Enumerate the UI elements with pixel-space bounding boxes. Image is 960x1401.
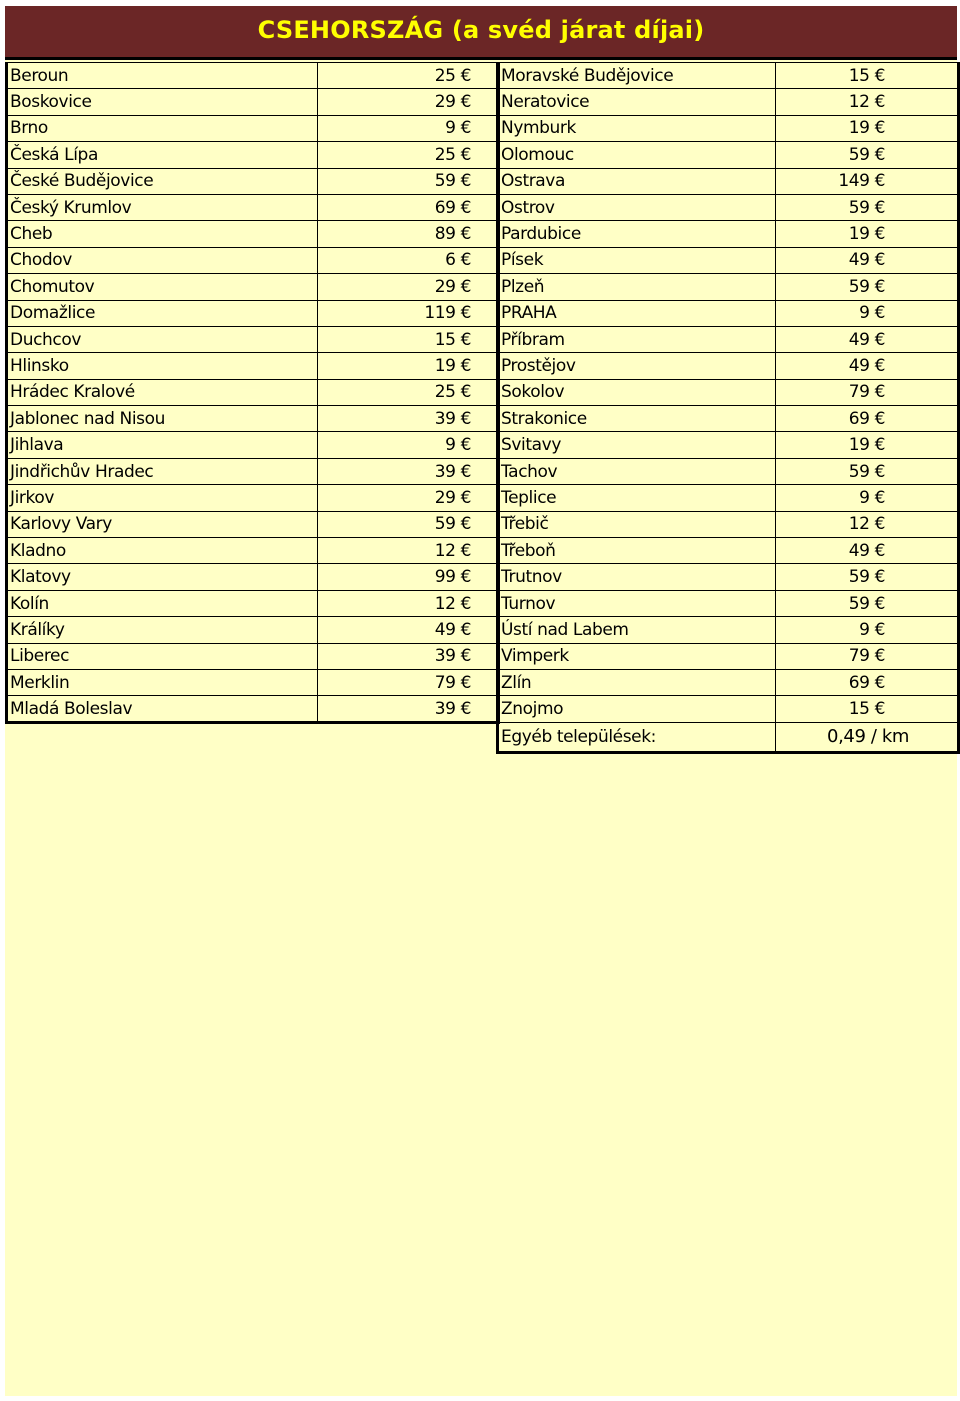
table-row [498, 617, 959, 643]
city-name: České Budějovice [7, 168, 318, 194]
city-name: Příbram [498, 326, 776, 352]
price-value: 39 € [318, 406, 499, 432]
table-row [498, 89, 959, 115]
city-name: Znojmo [498, 696, 776, 722]
table-row [7, 221, 499, 247]
city-name: Plzeň [498, 274, 776, 300]
city-name: Karlovy Vary [7, 511, 318, 537]
table-row [7, 696, 499, 722]
table-row [7, 142, 499, 168]
price-value: 59 € [776, 564, 959, 590]
table-row [498, 300, 959, 326]
table-row [498, 379, 959, 405]
table-row [7, 63, 499, 89]
price-value: 12 € [318, 590, 499, 616]
city-name: Třebič [498, 511, 776, 537]
city-name: Vimperk [498, 643, 776, 669]
table-row [498, 63, 959, 89]
city-name: Jihlava [7, 432, 318, 458]
table-row [498, 168, 959, 194]
price-value: 49 € [776, 353, 959, 379]
price-value: 59 € [318, 511, 499, 537]
price-value: 69 € [318, 194, 499, 220]
city-name: Tachov [498, 458, 776, 484]
city-name: Ostrov [498, 194, 776, 220]
city-name: Ústí nad Labem [498, 617, 776, 643]
table-row [498, 247, 959, 273]
table-row [7, 643, 499, 669]
price-value: 12 € [318, 538, 499, 564]
table-row [7, 485, 499, 511]
city-name: Neratovice [498, 89, 776, 115]
table-row [7, 406, 499, 432]
table-row [498, 643, 959, 669]
city-name: Chodov [7, 247, 318, 273]
price-value: 79 € [318, 669, 499, 695]
price-value: 9 € [776, 485, 959, 511]
price-value: 25 € [318, 63, 499, 89]
table-row [7, 432, 499, 458]
city-name: Domažlice [7, 300, 318, 326]
table-row [498, 590, 959, 616]
price-value: 89 € [318, 221, 499, 247]
other-settlements-row [498, 722, 959, 752]
city-name: Svitavy [498, 432, 776, 458]
price-value: 19 € [776, 115, 959, 141]
city-name: Merklin [7, 669, 318, 695]
table-row [7, 511, 499, 537]
city-name: Prostějov [498, 353, 776, 379]
city-name: Beroun [7, 63, 318, 89]
price-value: 9 € [776, 300, 959, 326]
table-row [498, 353, 959, 379]
city-name: Brno [7, 115, 318, 141]
city-name: Turnov [498, 590, 776, 616]
city-name: Nymburk [498, 115, 776, 141]
price-value: 59 € [776, 194, 959, 220]
price-value: 6 € [318, 247, 499, 273]
city-name: Ostrava [498, 168, 776, 194]
price-value: 39 € [318, 458, 499, 484]
price-value: 149 € [776, 168, 959, 194]
price-value: 79 € [776, 379, 959, 405]
table-row [7, 168, 499, 194]
price-value: 9 € [318, 115, 499, 141]
price-value: 49 € [318, 617, 499, 643]
price-value: 19 € [776, 432, 959, 458]
table-row [7, 274, 499, 300]
table-row [7, 353, 499, 379]
price-value: 59 € [776, 458, 959, 484]
table-row [7, 538, 499, 564]
table-row [498, 511, 959, 537]
price-value: 15 € [776, 696, 959, 722]
other-settlements-label: Egyéb települések: [498, 722, 776, 752]
price-value: 59 € [776, 274, 959, 300]
page-title: CSEHORSZÁG (a svéd járat díjai) [257, 16, 705, 44]
table-row [498, 696, 959, 722]
city-name: Sokolov [498, 379, 776, 405]
city-name: Pardubice [498, 221, 776, 247]
price-value: 69 € [776, 669, 959, 695]
price-value: 19 € [776, 221, 959, 247]
city-name: Jablonec nad Nisou [7, 406, 318, 432]
price-value: 59 € [776, 142, 959, 168]
city-name: Písek [498, 247, 776, 273]
table-row [498, 564, 959, 590]
table-row [498, 142, 959, 168]
city-name: Teplice [498, 485, 776, 511]
price-value: 49 € [776, 247, 959, 273]
table-row [7, 115, 499, 141]
price-value: 39 € [318, 696, 499, 722]
city-name: Mladá Boleslav [7, 696, 318, 722]
table-row [498, 115, 959, 141]
city-name: Liberec [7, 643, 318, 669]
price-value: 79 € [776, 643, 959, 669]
city-name: Český Krumlov [7, 194, 318, 220]
city-name: Boskovice [7, 89, 318, 115]
city-name: Kladno [7, 538, 318, 564]
city-name: Česká Lípa [7, 142, 318, 168]
price-value: 19 € [318, 353, 499, 379]
price-value: 25 € [318, 142, 499, 168]
price-value: 12 € [776, 511, 959, 537]
city-name: PRAHA [498, 300, 776, 326]
price-sheet [5, 6, 957, 1396]
price-value: 29 € [318, 89, 499, 115]
city-name: Duchcov [7, 326, 318, 352]
table-row [7, 564, 499, 590]
city-name: Jindřichův Hradec [7, 458, 318, 484]
table-row [7, 379, 499, 405]
city-name: Zlín [498, 669, 776, 695]
table-row [7, 300, 499, 326]
price-value: 39 € [318, 643, 499, 669]
table-row [498, 458, 959, 484]
price-value: 59 € [776, 590, 959, 616]
price-value: 29 € [318, 274, 499, 300]
city-name: Třeboň [498, 538, 776, 564]
table-row [498, 538, 959, 564]
price-value: 119 € [318, 300, 499, 326]
price-value: 49 € [776, 538, 959, 564]
price-value: 15 € [318, 326, 499, 352]
price-value: 29 € [318, 485, 499, 511]
city-name: Kolín [7, 590, 318, 616]
table-row [7, 89, 499, 115]
price-value: 59 € [318, 168, 499, 194]
header-bar [5, 6, 957, 60]
price-value: 69 € [776, 406, 959, 432]
city-name: Hrádec Kralové [7, 379, 318, 405]
price-table-left [5, 62, 500, 724]
table-row [7, 326, 499, 352]
table-row [498, 326, 959, 352]
per-km-rate: 0,49 / km [776, 722, 959, 752]
table-row [7, 617, 499, 643]
city-name: Moravské Budějovice [498, 63, 776, 89]
table-row [498, 485, 959, 511]
table-row [7, 247, 499, 273]
table-row [498, 669, 959, 695]
city-name: Klatovy [7, 564, 318, 590]
city-name: Olomouc [498, 142, 776, 168]
city-name: Cheb [7, 221, 318, 247]
price-value: 15 € [776, 63, 959, 89]
city-name: Chomutov [7, 274, 318, 300]
table-row [498, 221, 959, 247]
price-value: 9 € [318, 432, 499, 458]
price-value: 99 € [318, 564, 499, 590]
price-value: 25 € [318, 379, 499, 405]
table-row [7, 458, 499, 484]
price-table-right [496, 62, 960, 754]
price-value: 49 € [776, 326, 959, 352]
table-row [498, 432, 959, 458]
table-row [498, 406, 959, 432]
table-row [7, 590, 499, 616]
city-name: Jirkov [7, 485, 318, 511]
city-name: Hlinsko [7, 353, 318, 379]
city-name: Strakonice [498, 406, 776, 432]
table-row [498, 274, 959, 300]
price-value: 12 € [776, 89, 959, 115]
table-row [7, 194, 499, 220]
price-value: 9 € [776, 617, 959, 643]
city-name: Trutnov [498, 564, 776, 590]
city-name: Králíky [7, 617, 318, 643]
table-row [7, 669, 499, 695]
table-row [498, 194, 959, 220]
